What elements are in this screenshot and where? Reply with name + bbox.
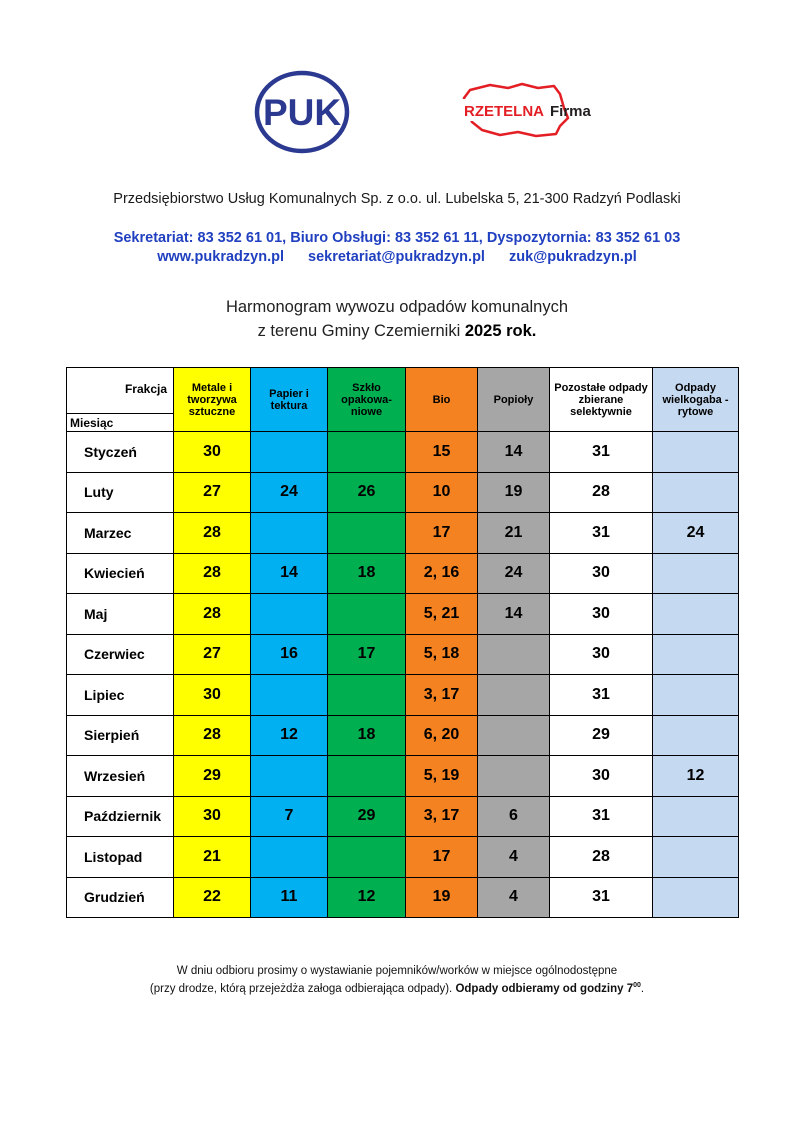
cell-szklo: 29 — [328, 796, 406, 837]
cell-popioly: 19 — [478, 472, 550, 513]
subtitle-year: 2025 rok. — [464, 322, 537, 340]
cell-wielkogabarytowe — [653, 877, 739, 918]
company-address: Przedsiębiorstwo Usług Komunalnych Sp. z o.o. ul. Lubelska 5, 21-300 Radzyń Podlaski — [113, 191, 681, 207]
cell-bio: 3, 17 — [406, 675, 478, 716]
cell-wielkogabarytowe — [653, 634, 739, 675]
pickup-time-text: Odpady odbieramy od godziny 7 — [455, 982, 634, 995]
month-cell: Lipiec — [67, 675, 174, 716]
table-row — [67, 513, 739, 554]
cell-pozostale: 28 — [550, 472, 653, 513]
cell-papier: 16 — [251, 634, 328, 675]
month-cell: Grudzień — [67, 877, 174, 918]
cell-papier: 11 — [251, 877, 328, 918]
contact-phones: Sekretariat: 83 352 61 01, Biuro Obsługi: 83 352 61 11, Dyspozytornia: 83 352 61 03 — [113, 230, 681, 246]
table-row — [67, 553, 739, 594]
footer-note-text: (przy drodze, którą przejeżdża załoga odbierająca odpady). — [149, 982, 456, 995]
cell-popioly — [478, 715, 550, 756]
table-row — [67, 634, 739, 675]
cell-papier — [251, 837, 328, 878]
cell-szklo: 18 — [328, 715, 406, 756]
month-cell: Kwiecień — [67, 553, 174, 594]
cell-popioly: 4 — [478, 877, 550, 918]
cell-bio: 5, 19 — [406, 756, 478, 797]
cell-bio: 10 — [406, 472, 478, 513]
subtitle-text: z terenu Gminy Czemierniki — [257, 322, 465, 340]
cell-szklo: 18 — [328, 553, 406, 594]
col-header-papier: Papier i tektura — [251, 368, 328, 432]
table-header-row — [67, 368, 739, 432]
col-header-popioly: Popioły — [478, 368, 550, 432]
table-row — [67, 472, 739, 513]
cell-papier — [251, 594, 328, 635]
cell-popioly: 14 — [478, 594, 550, 635]
table-row — [67, 837, 739, 878]
cell-papier: 7 — [251, 796, 328, 837]
table-row — [67, 877, 739, 918]
month-cell: Maj — [67, 594, 174, 635]
cell-papier: 14 — [251, 553, 328, 594]
table-row — [67, 715, 739, 756]
cell-metale: 28 — [174, 553, 251, 594]
cell-pozostale: 28 — [550, 837, 653, 878]
email-link-sekretariat[interactable]: sekretariat@pukradzyn.pl — [308, 249, 485, 265]
col-header-metale: Metale i tworzywa sztuczne — [174, 368, 251, 432]
cell-metale: 28 — [174, 715, 251, 756]
cell-popioly — [478, 634, 550, 675]
cell-wielkogabarytowe — [653, 796, 739, 837]
document-subtitle — [0, 322, 794, 341]
month-cell: Czerwiec — [67, 634, 174, 675]
cell-papier — [251, 432, 328, 473]
col-header-pozostale: Pozostałe odpady zbierane selektywnie — [550, 368, 653, 432]
pickup-time-minutes: 00 — [633, 982, 641, 989]
corner-header — [67, 368, 174, 432]
cell-pozostale: 31 — [550, 675, 653, 716]
table-row — [67, 796, 739, 837]
footer-note-line2 — [0, 982, 794, 995]
cell-pozostale: 31 — [550, 432, 653, 473]
rzetelna-firma-logo — [460, 82, 610, 138]
cell-papier: 12 — [251, 715, 328, 756]
cell-popioly: 4 — [478, 837, 550, 878]
cell-pozostale: 31 — [550, 513, 653, 554]
puk-logo — [254, 70, 350, 154]
cell-wielkogabarytowe: 12 — [653, 756, 739, 797]
cell-papier: 24 — [251, 472, 328, 513]
cell-popioly: 24 — [478, 553, 550, 594]
cell-szklo — [328, 594, 406, 635]
cell-wielkogabarytowe — [653, 837, 739, 878]
contact-web-email — [0, 249, 794, 265]
table-row — [67, 594, 739, 635]
cell-bio: 15 — [406, 432, 478, 473]
cell-szklo — [328, 675, 406, 716]
cell-szklo — [328, 756, 406, 797]
cell-szklo — [328, 513, 406, 554]
cell-papier — [251, 675, 328, 716]
website-link[interactable]: www.pukradzyn.pl — [157, 249, 284, 265]
cell-pozostale: 30 — [550, 594, 653, 635]
footer-note-line1: W dniu odbioru prosimy o wystawianie pojemników/worków w miejsce ogólnodostępne — [176, 965, 618, 977]
month-cell: Październik — [67, 796, 174, 837]
miesiac-label: Miesiąc — [70, 416, 114, 430]
puk-logo-text: PUK — [262, 92, 342, 133]
cell-wielkogabarytowe — [653, 594, 739, 635]
cell-wielkogabarytowe — [653, 715, 739, 756]
cell-szklo — [328, 837, 406, 878]
cell-metale: 30 — [174, 675, 251, 716]
cell-szklo: 12 — [328, 877, 406, 918]
cell-pozostale: 30 — [550, 756, 653, 797]
cell-bio: 17 — [406, 837, 478, 878]
cell-popioly — [478, 675, 550, 716]
cell-bio: 6, 20 — [406, 715, 478, 756]
cell-bio: 19 — [406, 877, 478, 918]
cell-popioly — [478, 756, 550, 797]
cell-metale: 30 — [174, 796, 251, 837]
month-cell: Styczeń — [67, 432, 174, 473]
firma-text: Firma — [550, 103, 591, 120]
month-cell: Luty — [67, 472, 174, 513]
cell-wielkogabarytowe — [653, 553, 739, 594]
month-cell: Marzec — [67, 513, 174, 554]
email-link-zuk[interactable]: zuk@pukradzyn.pl — [509, 249, 637, 265]
cell-popioly: 6 — [478, 796, 550, 837]
table-row — [67, 756, 739, 797]
rzetelna-text: RZETELNA — [464, 103, 544, 120]
cell-pozostale: 30 — [550, 553, 653, 594]
cell-metale: 28 — [174, 513, 251, 554]
cell-popioly: 21 — [478, 513, 550, 554]
cell-pozostale: 31 — [550, 877, 653, 918]
cell-bio: 5, 18 — [406, 634, 478, 675]
cell-metale: 29 — [174, 756, 251, 797]
cell-pozostale: 31 — [550, 796, 653, 837]
cell-szklo: 17 — [328, 634, 406, 675]
col-header-wielkogabarytowe: Odpady wielkogaba - rytowe — [653, 368, 739, 432]
cell-wielkogabarytowe — [653, 472, 739, 513]
col-header-szklo: Szkło opakowa-niowe — [328, 368, 406, 432]
cell-pozostale: 29 — [550, 715, 653, 756]
cell-metale: 27 — [174, 634, 251, 675]
document-title: Harmonogram wywozu odpadów komunalnych — [225, 298, 569, 316]
footer-pickup-time — [455, 983, 640, 995]
cell-wielkogabarytowe: 24 — [653, 513, 739, 554]
cell-pozostale: 30 — [550, 634, 653, 675]
cell-papier — [251, 513, 328, 554]
cell-wielkogabarytowe — [653, 675, 739, 716]
footer-period: . — [640, 982, 645, 995]
cell-bio: 3, 17 — [406, 796, 478, 837]
schedule-body — [67, 432, 739, 918]
month-cell: Listopad — [67, 837, 174, 878]
month-cell: Wrzesień — [67, 756, 174, 797]
month-cell: Sierpień — [67, 715, 174, 756]
col-header-bio: Bio — [406, 368, 478, 432]
frakcja-label: Frakcja — [124, 382, 167, 396]
cell-bio: 5, 21 — [406, 594, 478, 635]
corner-divider — [67, 413, 173, 414]
cell-szklo: 26 — [328, 472, 406, 513]
cell-metale: 28 — [174, 594, 251, 635]
cell-metale: 21 — [174, 837, 251, 878]
cell-bio: 17 — [406, 513, 478, 554]
cell-papier — [251, 756, 328, 797]
cell-popioly: 14 — [478, 432, 550, 473]
cell-metale: 27 — [174, 472, 251, 513]
cell-bio: 2, 16 — [406, 553, 478, 594]
table-row — [67, 675, 739, 716]
cell-wielkogabarytowe — [653, 432, 739, 473]
schedule-table — [66, 367, 739, 918]
cell-metale: 30 — [174, 432, 251, 473]
cell-metale: 22 — [174, 877, 251, 918]
table-row — [67, 432, 739, 473]
cell-szklo — [328, 432, 406, 473]
